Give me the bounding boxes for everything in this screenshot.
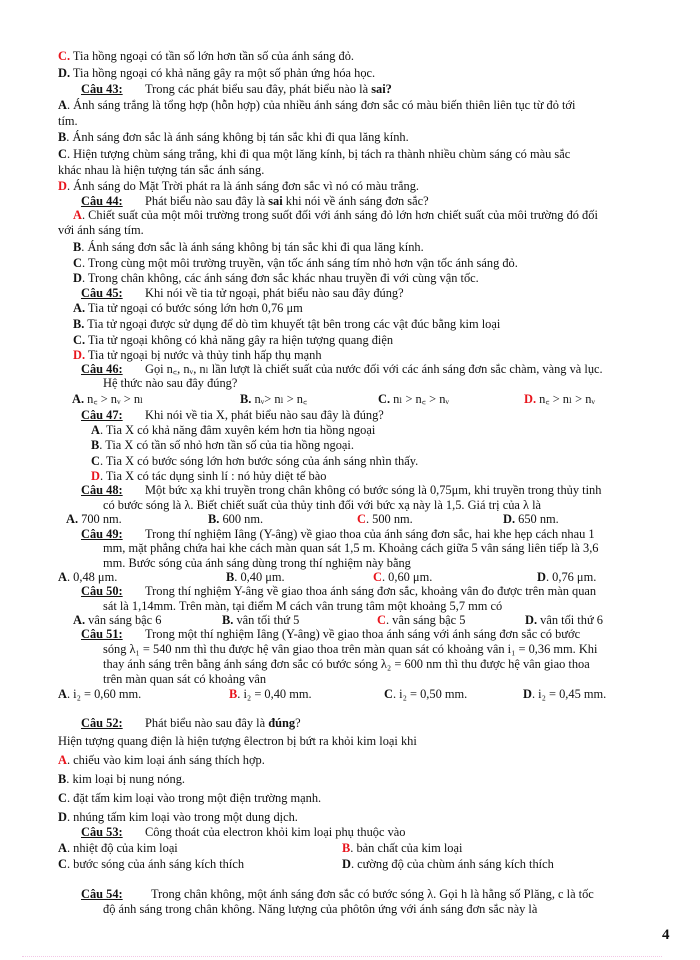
question-50-option-b: B. vân tối thứ 5 bbox=[222, 613, 300, 627]
question-47-option-c: C. Tia X có bước sóng lớn hơn bước sóng của ánh sáng nhìn thấy. bbox=[91, 454, 419, 468]
question-48-option-c: C. 500 nm. bbox=[357, 512, 413, 526]
question-52-option-d: D. nhúng tấm kim loại vào trong một dung dịch. bbox=[58, 810, 298, 824]
question-46-stem: Câu 46: Gọi n꜀, nᵥ, nₗ lần lượt là chiết suất của nước đối với các ánh sáng đơn sắc chàm, vàng và lục. bbox=[81, 362, 603, 376]
question-46-option-a: A. n꜀ > nᵥ > nₗ bbox=[72, 392, 144, 406]
question-47-option-d: D. Tia X có tác dụng sinh lí : nó hủy diệt tế bào bbox=[91, 469, 327, 483]
question-47-option-a: A. Tia X có khả năng đâm xuyên kém hơn tia hồng ngoại bbox=[91, 423, 376, 437]
question-52-option-a: A. chiếu vào kim loại ánh sáng thích hợp. bbox=[58, 753, 265, 767]
question-48-stem: Câu 48: Một bức xạ khi truyền trong chân không có bước sóng là 0,75μm, khi truyền trong thủy tinh bbox=[81, 483, 602, 497]
question-43-option-b: B. Ánh sáng đơn sắc là ánh sáng không bị tán sắc khi đi qua lăng kính. bbox=[58, 130, 409, 144]
question-53-option-b: B. bản chất của kim loại bbox=[342, 841, 463, 855]
question-45-stem: Câu 45: Khi nói về tia tử ngoại, phát biểu nào sau đây đúng? bbox=[81, 286, 404, 300]
question-49-stem: Câu 49: Trong thí nghiệm Iâng (Y-âng) về giao thoa của ánh sáng đơn sắc, hai khe hẹp cách nhau 1 bbox=[81, 527, 595, 541]
question-52-stem: Câu 52: Phát biểu nào sau đây là đúng? bbox=[81, 716, 301, 730]
question-45-option-a: A. Tia tử ngoại có bước sóng lớn hơn 0,76 μm bbox=[73, 301, 303, 315]
page-boundary-divider bbox=[22, 956, 662, 957]
question-43-option-c-cont: khác nhau là hiện tượng tán sắc ánh sáng. bbox=[58, 163, 265, 177]
question-49-option-a: A. 0,48 μm. bbox=[58, 570, 118, 584]
question-44-option-c: C. Trong cùng một môi trường truyền, vận tốc ánh sáng tím nhỏ hơn vận tốc ánh sáng đỏ. bbox=[73, 256, 518, 270]
question-46-options bbox=[0, 393, 700, 409]
question-50-option-a: A. vân sáng bậc 6 bbox=[73, 613, 162, 627]
question-46-stem-cont: Hệ thức nào sau đây đúng? bbox=[103, 376, 238, 390]
question-48-option-b: B. 600 nm. bbox=[208, 512, 264, 526]
question-53-stem: Câu 53: Công thoát của electron khỏi kim loại phụ thuộc vào bbox=[81, 825, 406, 839]
question-50-stem-cont: sát là 1,14mm. Trên màn, tại điểm M cách vân trung tâm một khoảng 5,7 mm có bbox=[103, 599, 503, 613]
question-44-stem: Câu 44: Phát biểu nào sau đây là sai khi nói về ánh sáng đơn sắc? bbox=[81, 194, 429, 208]
question-51-option-c: C. i₂ = 0,50 mm. bbox=[384, 687, 468, 701]
question-51-option-d: D. i₂ = 0,45 mm. bbox=[523, 687, 607, 701]
question-51-options bbox=[0, 688, 700, 704]
question-43-option-a: A. Ánh sáng trắng là tổng hợp (hỗn hợp) của nhiều ánh sáng đơn sắc có màu biến thiên liên tục từ đỏ tới bbox=[58, 98, 576, 112]
option-c-prev: C. Tia hồng ngoại có tần số lớn hơn tần số của ánh sáng đỏ. bbox=[58, 49, 354, 63]
question-44-option-d: D. Trong chân không, các ánh sáng đơn sắc khác nhau truyền đi với cùng vận tốc. bbox=[73, 271, 479, 285]
question-51-stem: Câu 51: Trong một thí nghiệm Iâng (Y-âng) về giao thoa ánh sáng với ánh sáng đơn sắc có bước bbox=[81, 627, 581, 641]
question-52-option-b: B. kim loại bị nung nóng. bbox=[58, 772, 186, 786]
question-52-option-c: C. đặt tấm kim loại vào trong một điện trường mạnh. bbox=[58, 791, 322, 805]
question-52-stem-cont: Hiện tượng quang điện là hiện tượng êlectron bị bứt ra khỏi kim loại khi bbox=[58, 734, 417, 748]
question-45-option-c: C. Tia tử ngoại không có khả năng gây ra hiện tượng quang điện bbox=[73, 333, 394, 347]
question-51-option-b: B. i₂ = 0,40 mm. bbox=[229, 687, 312, 701]
question-44-option-b: B. Ánh sáng đơn sắc là ánh sáng không bị tán sắc khi đi qua lăng kính. bbox=[73, 240, 424, 254]
question-48-option-d: D. 650 nm. bbox=[503, 512, 559, 526]
question-51-stem-cont2: thay ánh sáng trên bằng ánh sáng đơn sắc có bước sóng λ₂ = 600 nm thì thu được hệ vân giao thoa bbox=[103, 657, 590, 671]
question-54-stem-cont: độ ánh sáng trong chân không. Năng lượng của phôtôn ứng với ánh sáng đơn sắc này là bbox=[103, 902, 538, 916]
question-43-stem: Câu 43: Trong các phát biểu sau đây, phát biểu nào là sai? bbox=[81, 82, 392, 96]
question-44-option-a-cont: với ánh sáng tím. bbox=[58, 223, 144, 237]
question-43-option-d: D. Ánh sáng do Mặt Trời phát ra là ánh sáng đơn sắc vì nó có màu trắng. bbox=[58, 179, 420, 193]
question-53-option-c: C. bước sóng của ánh sáng kích thích bbox=[58, 857, 245, 871]
question-48-option-a: A. 700 nm. bbox=[66, 512, 122, 526]
question-46-option-b: B. nᵥ> nₗ > n꜀ bbox=[240, 392, 308, 406]
question-44-option-a: A. Chiết suất của một môi trường trong suốt đối với ánh sáng đỏ lớn hơn chiết suất của môi trường đó đối bbox=[73, 208, 598, 222]
question-49-stem-cont2: mm. Bước sóng của ánh sáng dùng trong thí nghiệm này bằng bbox=[103, 556, 411, 570]
question-49-option-c: C. 0,60 μm. bbox=[373, 570, 433, 584]
question-50-stem: Câu 50: Trong thí nghiệm Y-âng về giao thoa ánh sáng đơn sắc, khoảng vân đo được trên màn quan bbox=[81, 584, 597, 598]
question-49-option-d: D. 0,76 μm. bbox=[537, 570, 597, 584]
question-51-stem-cont3: trên màn quan sát có khoảng vân bbox=[103, 672, 267, 686]
question-50-option-c: C. vân sáng bậc 5 bbox=[377, 613, 466, 627]
question-45-option-d: D. Tia tử ngoại bị nước và thủy tinh hấp thụ mạnh bbox=[73, 348, 322, 362]
question-47-stem: Câu 47: Khi nói về tia X, phát biểu nào sau đây là đúng? bbox=[81, 408, 384, 422]
question-45-option-b: B. Tia tử ngoại được sử dụng để dò tìm khuyết tật bên trong các vật đúc bằng kim loại bbox=[73, 317, 501, 331]
question-53-options-row1 bbox=[0, 842, 700, 858]
question-43-option-c: C. Hiện tượng chùm sáng trắng, khi đi qua một lăng kính, bị tách ra thành nhiều chùm sáng có màu sắc bbox=[58, 147, 571, 161]
question-54-stem: Câu 54: Trong chân không, một ánh sáng đơn sắc có bước sóng λ. Gọi h là hằng số Plăng, c là tốc bbox=[81, 887, 594, 901]
question-53-option-a: A. nhiệt độ của kim loại bbox=[58, 841, 178, 855]
question-49-stem-cont1: mm, mặt phẳng chứa hai khe cách màn quan sát 1,5 m. Khoảng cách giữa 5 vân sáng liên tiếp là 3,6 bbox=[103, 541, 599, 555]
question-53-option-d: D. cường độ của chùm ánh sáng kích thích bbox=[342, 857, 554, 871]
question-43-option-a-cont: tím. bbox=[58, 114, 78, 128]
question-51-stem-cont1: sóng λ₁ = 540 nm thì thu được hệ vân giao thoa trên màn quan sát có khoảng vân i₁ = 0,36 mm. Khi bbox=[103, 642, 598, 656]
question-48-stem-cont: có bước sóng là λ. Biết chiết suất của thủy tinh đối với bức xạ này là 1,5. Giá trị của λ là bbox=[103, 498, 542, 512]
question-53-options-row2 bbox=[0, 858, 700, 874]
question-46-option-d: D. n꜀ > nₗ > nᵥ bbox=[524, 392, 596, 406]
question-50-option-d: D. vân tối thứ 6 bbox=[525, 613, 603, 627]
question-49-option-b: B. 0,40 μm. bbox=[226, 570, 285, 584]
question-47-option-b: B. Tia X có tần số nhỏ hơn tần số của tia hồng ngoại. bbox=[91, 438, 354, 452]
option-d-prev: D. Tia hồng ngoại có khả năng gây ra một số phản ứng hóa học. bbox=[58, 66, 376, 80]
question-51-option-a: A. i₂ = 0,60 mm. bbox=[58, 687, 142, 701]
page-number: 4 bbox=[662, 927, 670, 943]
question-46-option-c: C. nₗ > n꜀ > nᵥ bbox=[378, 392, 450, 406]
